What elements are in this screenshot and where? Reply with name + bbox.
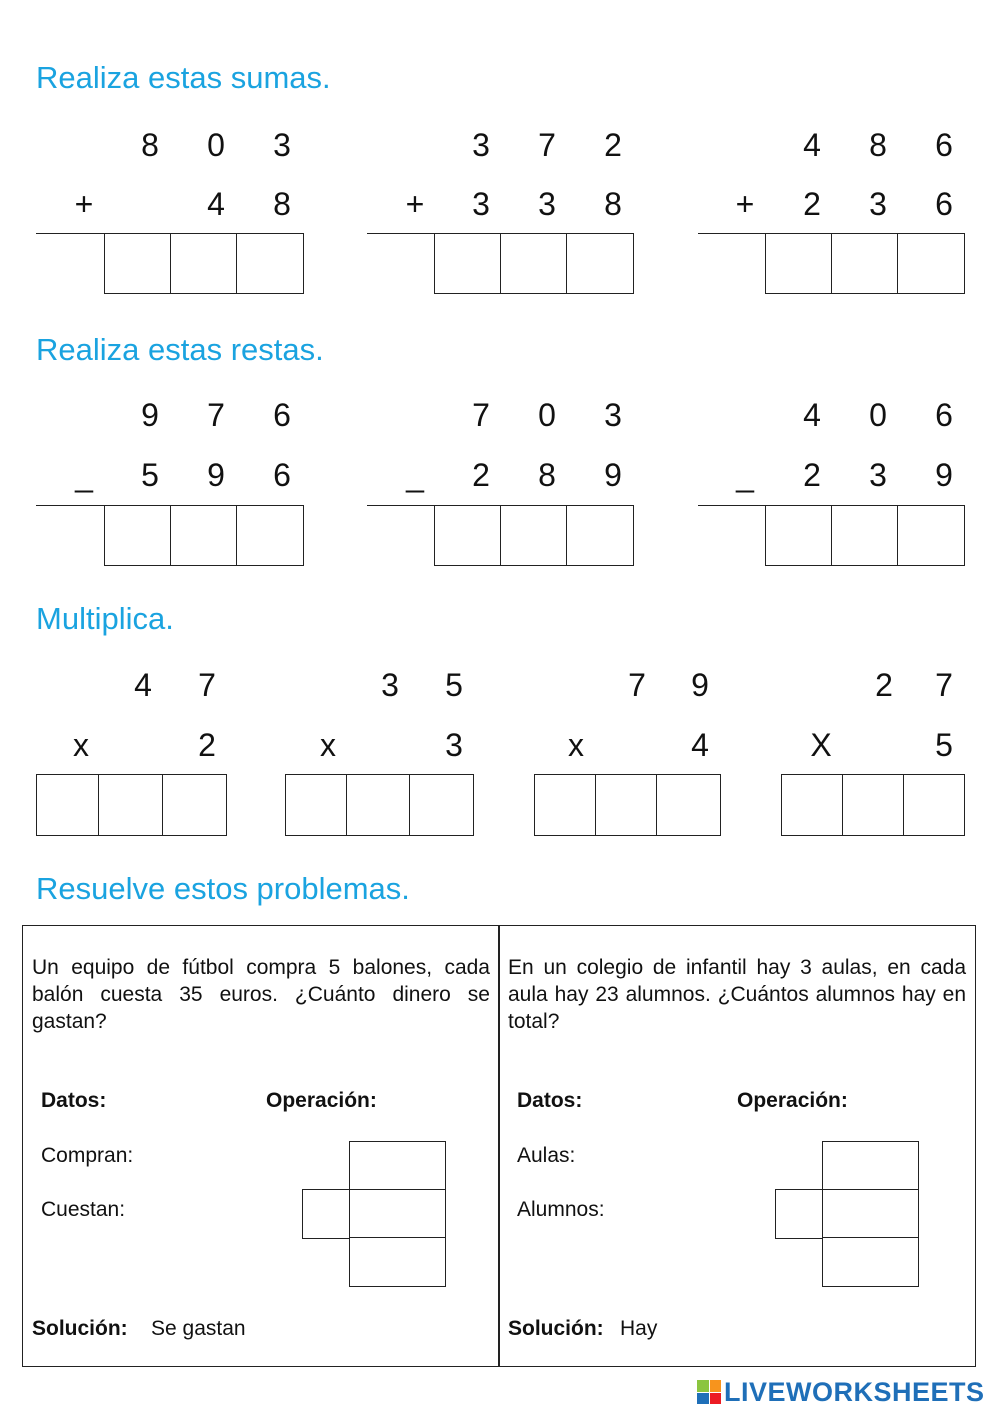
result-line [36, 505, 104, 506]
answer-box[interactable] [98, 774, 164, 836]
answer-box[interactable] [765, 505, 833, 566]
answer-box[interactable] [831, 233, 899, 294]
digit: 2 [472, 457, 490, 493]
section-title-restas: Realiza estas restas. [36, 332, 324, 367]
digit: 8 [141, 127, 159, 163]
times-sign: x [320, 727, 336, 763]
digit: 6 [273, 457, 291, 493]
digit: 3 [472, 186, 490, 222]
result-line [698, 505, 765, 506]
digit: 9 [604, 457, 622, 493]
problem-2-solucion-text: Hay [620, 1317, 658, 1340]
digit: 6 [935, 397, 953, 433]
problem-2-operacion-label: Operación: [737, 1089, 848, 1112]
digit: 3 [381, 667, 399, 703]
digit: 2 [803, 457, 821, 493]
problem-1-operacion-label: Operación: [266, 1089, 377, 1112]
problem-2-datos-label: Datos: [517, 1089, 583, 1112]
answer-box[interactable] [595, 774, 658, 836]
problem-2-dato-alumnos: Alumnos: [517, 1198, 605, 1221]
times-sign: X [810, 727, 832, 763]
liveworksheets-logo-icon [697, 1380, 721, 1404]
digit: 2 [875, 667, 893, 703]
problem-2-op-cell[interactable] [775, 1189, 824, 1239]
problem-1-datos-label: Datos: [41, 1089, 107, 1112]
digit: 5 [141, 457, 159, 493]
answer-box[interactable] [831, 505, 899, 566]
digit: 3 [538, 186, 556, 222]
answer-box[interactable] [236, 233, 304, 294]
digit: 2 [803, 186, 821, 222]
problem-2-dato-aulas: Aulas: [517, 1144, 576, 1167]
digit: 3 [869, 457, 887, 493]
digit: 3 [604, 397, 622, 433]
digit: 0 [538, 397, 556, 433]
answer-box[interactable] [842, 774, 905, 836]
answer-box[interactable] [566, 505, 634, 566]
answer-box[interactable] [656, 774, 721, 836]
answer-box[interactable] [285, 774, 348, 836]
plus-sign: + [405, 186, 425, 222]
digit: 8 [869, 127, 887, 163]
answer-box[interactable] [500, 233, 568, 294]
answer-box[interactable] [170, 505, 238, 566]
logo-text: LIVEWORKSHEETS [724, 1376, 985, 1407]
digit: 7 [538, 127, 556, 163]
digit: 9 [207, 457, 225, 493]
answer-box[interactable] [162, 774, 227, 836]
digit: 3 [445, 727, 463, 763]
problem-1-statement: Un equipo de fútbol compra 5 balones, cada balón cuesta 35 euros. ¿Cuánto dinero se gastan? [32, 956, 490, 1033]
problem-1-solucion-text: Se gastan [151, 1317, 246, 1340]
digit: 7 [207, 397, 225, 433]
result-line [36, 233, 104, 234]
digit: 7 [935, 667, 953, 703]
answer-box[interactable] [434, 233, 502, 294]
digit: 4 [691, 727, 709, 763]
answer-box[interactable] [346, 774, 411, 836]
digit: 7 [472, 397, 490, 433]
answer-box[interactable] [781, 774, 844, 836]
problem-1-op-cell[interactable] [302, 1189, 351, 1239]
digit: 9 [935, 457, 953, 493]
answer-box[interactable] [765, 233, 833, 294]
answer-box[interactable] [903, 774, 965, 836]
digit: 9 [141, 397, 159, 433]
digit: 0 [869, 397, 887, 433]
digit: 8 [273, 186, 291, 222]
times-sign: x [568, 727, 584, 763]
answer-box[interactable] [897, 505, 965, 566]
section-title-multiplica: Multiplica. [36, 601, 174, 636]
answer-box[interactable] [170, 233, 238, 294]
minus-sign: _ [736, 457, 754, 493]
result-line [698, 233, 765, 234]
section-title-sumas: Realiza estas sumas. [36, 60, 331, 95]
digit: 2 [604, 127, 622, 163]
digit: 9 [691, 667, 709, 703]
digit: 4 [803, 127, 821, 163]
digit: 3 [472, 127, 490, 163]
digit: 3 [273, 127, 291, 163]
problem-2-op-cell[interactable] [822, 1141, 919, 1190]
answer-box[interactable] [897, 233, 965, 294]
problem-2-solucion-label: Solución: [508, 1317, 604, 1340]
plus-sign: + [74, 186, 94, 222]
digit: 7 [198, 667, 216, 703]
problem-1-dato-cuestan: Cuestan: [41, 1198, 126, 1221]
digit: 0 [207, 127, 225, 163]
problem-1-op-cell[interactable] [349, 1189, 446, 1239]
problem-2-statement: En un colegio de infantil hay 3 aulas, en cada aula hay 23 alumnos. ¿Cuántos alumnos hay en total? [508, 956, 966, 1033]
digit: 4 [134, 667, 152, 703]
answer-box[interactable] [434, 505, 502, 566]
problem-2-op-cell[interactable] [822, 1189, 919, 1239]
problem-1-dato-compran: Compran: [41, 1144, 134, 1167]
digit: 4 [207, 186, 225, 222]
answer-box[interactable] [500, 505, 568, 566]
answer-box[interactable] [409, 774, 474, 836]
answer-box[interactable] [36, 774, 100, 836]
minus-sign: _ [406, 457, 424, 493]
answer-box[interactable] [566, 233, 634, 294]
answer-box[interactable] [104, 233, 172, 294]
result-line [367, 505, 434, 506]
digit: 6 [935, 127, 953, 163]
digit: 3 [869, 186, 887, 222]
problem-1-op-cell[interactable] [349, 1141, 446, 1190]
digit: 6 [273, 397, 291, 433]
section-title-problemas: Resuelve estos problemas. [36, 871, 410, 906]
digit: 8 [604, 186, 622, 222]
answer-box[interactable] [104, 505, 172, 566]
minus-sign: _ [75, 457, 93, 493]
times-sign: x [73, 727, 89, 763]
answer-box[interactable] [236, 505, 304, 566]
result-line [367, 233, 434, 234]
digit: 7 [628, 667, 646, 703]
problem-2-op-cell[interactable] [822, 1237, 919, 1287]
digit: 6 [935, 186, 953, 222]
digit: 5 [445, 667, 463, 703]
digit: 2 [198, 727, 216, 763]
answer-box[interactable] [534, 774, 597, 836]
digit: 8 [538, 457, 556, 493]
plus-sign: + [735, 186, 755, 222]
problem-1-op-cell[interactable] [349, 1237, 446, 1287]
digit: 5 [935, 727, 953, 763]
liveworksheets-logo [697, 1377, 985, 1407]
problem-1-solucion-label: Solución: [32, 1317, 128, 1340]
digit: 4 [803, 397, 821, 433]
